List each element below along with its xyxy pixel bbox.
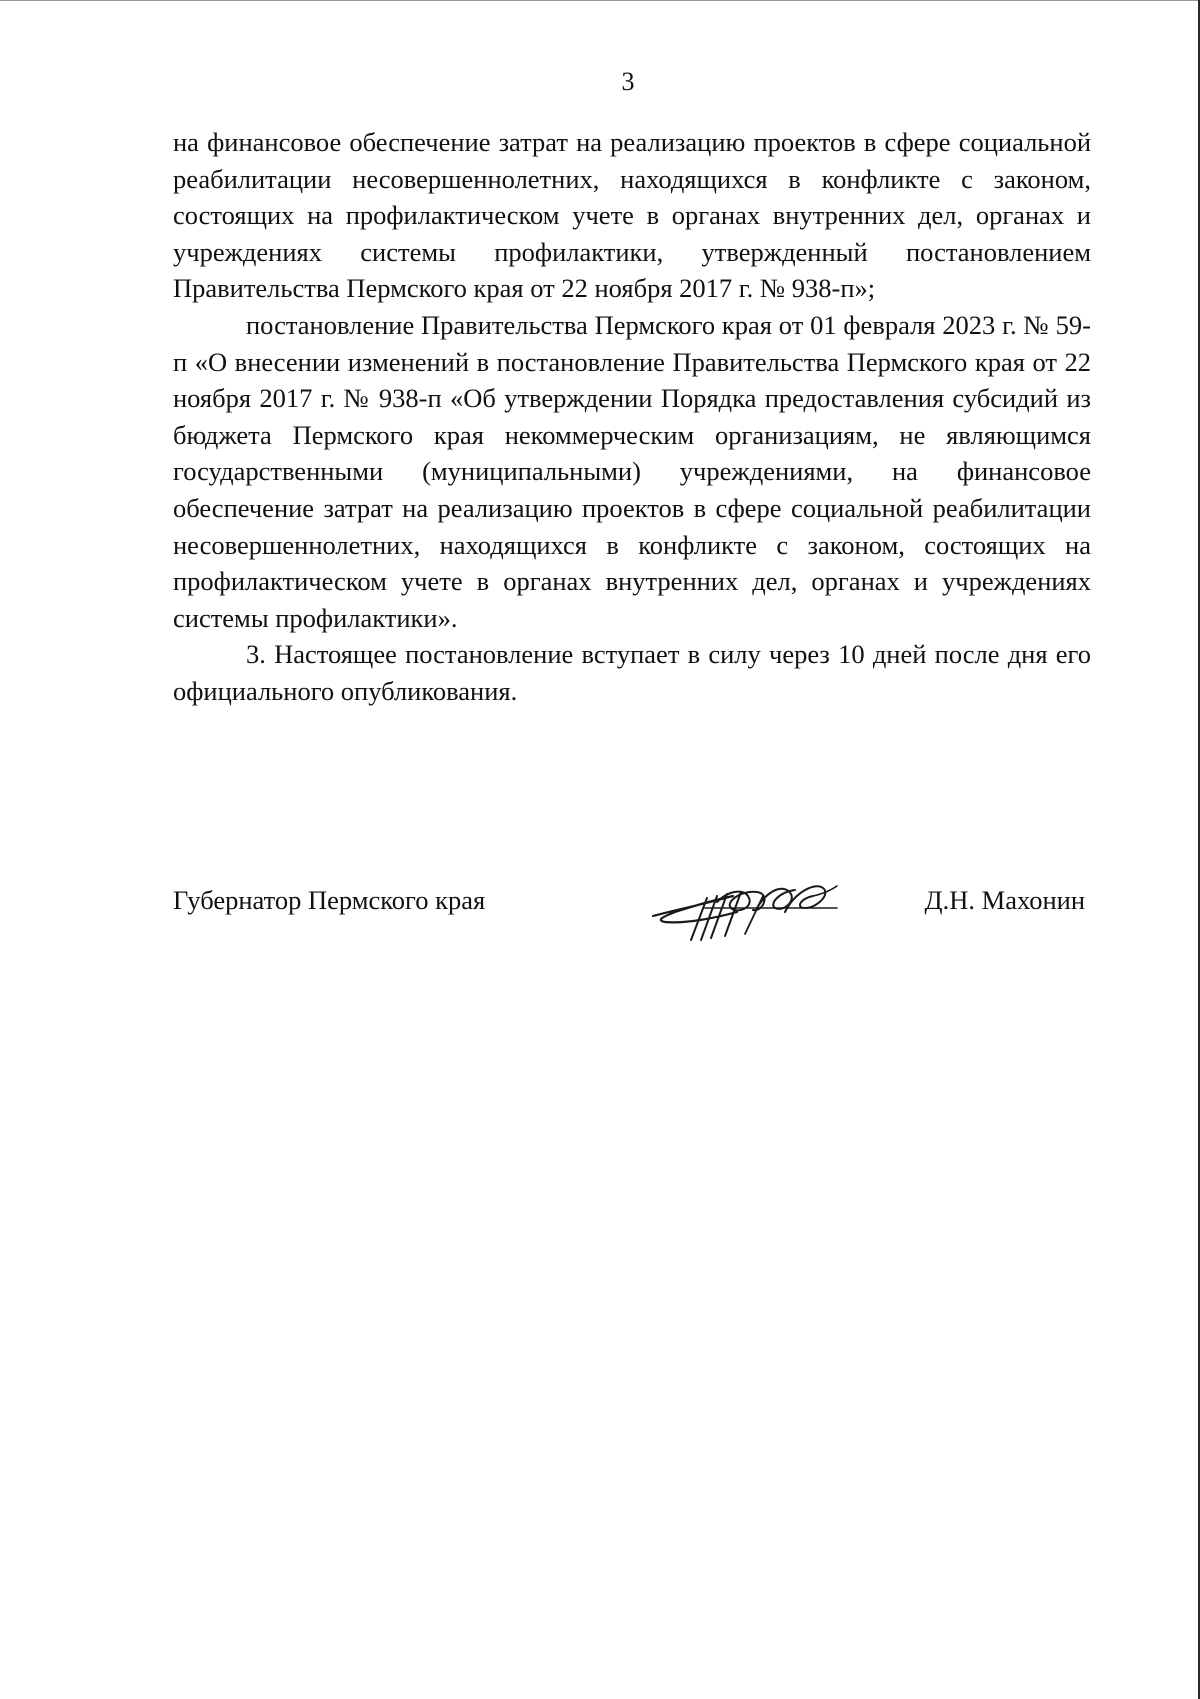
page-number: 3	[621, 67, 635, 96]
handwritten-signature	[645, 878, 845, 944]
scan-top-edge	[0, 0, 1200, 1]
signer-title: Губернатор Пермского края	[173, 885, 486, 915]
document-body	[173, 124, 1091, 710]
signature-block	[173, 878, 1091, 958]
paragraph-amendment-decree: постановление Правительства Пермского края от 01 февраля 2023 г. № 59-п «О внесении изменений в постановление Правительства Пермского края от 22 ноября 2017 г. № 938-п «Об утверждении Порядка предоставления субсидий из бюджета Пермского края некоммерческим организациям, не являющимся государственными (муниципальными) учреждениями, на финансовое обеспечение затрат на реализацию проектов в сфере социальной реабилитации несовершеннолетних, находящихся в конфликте с законом, состоящих на профилактическом учете в органах внутренних дел, органах и учреждениях системы профилактики».	[173, 309, 1091, 633]
paragraph-entry-into-force: 3. Настоящее постановление вступает в силу через 10 дней после дня его официального опубликования.	[173, 639, 1091, 706]
paragraph-continuation: на финансовое обеспечение затрат на реализацию проектов в сфере социальной реабилитации несовершеннолетних, находящихся в конфликте с законом, состоящих на профилактическом учете в органах внутренних дел, органах и учреждениях системы профилактики, утвержденный постановлением Правительства Пермского края от 22 ноября 2017 г. № 938-п»;	[173, 127, 1091, 304]
signer-name: Д.Н. Махонин	[924, 885, 1085, 915]
